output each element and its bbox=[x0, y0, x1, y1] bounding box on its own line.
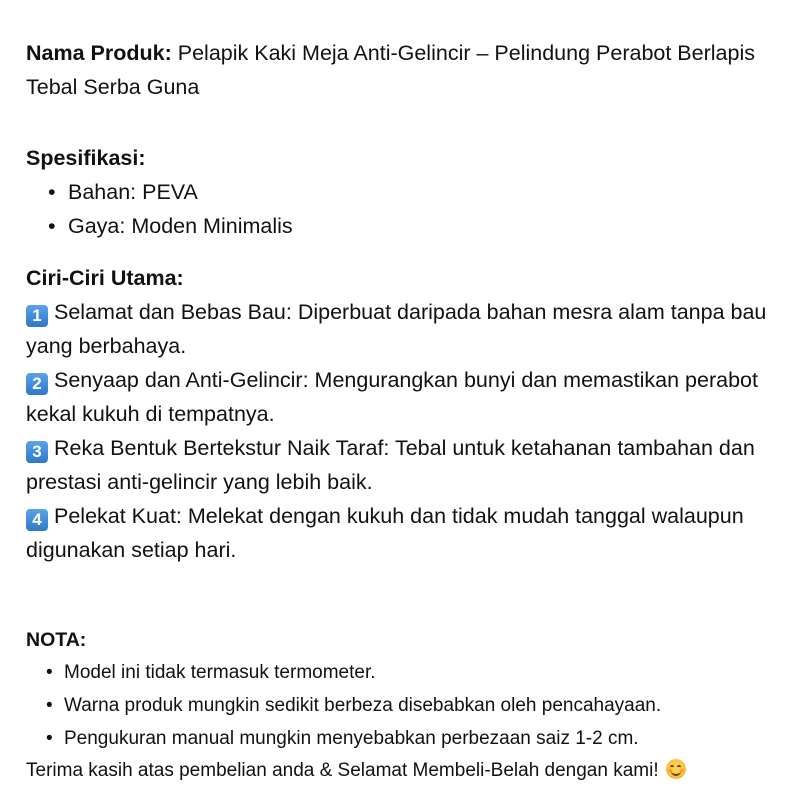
bullet-icon: • bbox=[46, 662, 53, 683]
list-item: • Warna produk mungkin sedikit berbeza disebabkan oleh pencahayaan. bbox=[26, 689, 786, 722]
thank-you-message bbox=[26, 755, 786, 786]
list-item: • Gaya: Moden Minimalis bbox=[26, 209, 771, 243]
smiling-face-icon bbox=[666, 759, 686, 779]
feature-item bbox=[26, 431, 771, 499]
specifications-section bbox=[26, 141, 771, 243]
feature-text: Selamat dan Bebas Bau: Diperbuat daripada bahan mesra alam tanpa bau yang berbahaya. bbox=[26, 300, 767, 358]
bullet-icon: • bbox=[46, 728, 53, 749]
feature-text: Senyaap dan Anti-Gelincir: Mengurangkan bunyi dan memastikan perabot kekal kukuh di tempatnya. bbox=[26, 368, 758, 426]
product-name-block bbox=[26, 36, 771, 104]
specifications-title: Spesifikasi: bbox=[26, 146, 146, 170]
bullet-icon: • bbox=[48, 180, 56, 204]
thank-you-text: Terima kasih atas pembelian anda & Selamat Membeli-Belah dengan kami! bbox=[26, 760, 659, 781]
keycap-number-icon: 4 bbox=[26, 509, 48, 531]
keycap-number-icon: 2 bbox=[26, 373, 48, 395]
feature-item bbox=[26, 363, 771, 431]
feature-text: Pelekat Kuat: Melekat dengan kukuh dan tidak mudah tanggal walaupun digunakan setiap hari. bbox=[26, 504, 744, 562]
note-list bbox=[26, 656, 786, 755]
feature-text: Reka Bentuk Bertekstur Naik Taraf: Tebal untuk ketahanan tambahan dan prestasi anti-gelincir yang lebih baik. bbox=[26, 436, 755, 494]
specifications-list bbox=[26, 175, 771, 243]
bullet-icon: • bbox=[48, 214, 56, 238]
list-item: • Model ini tidak termasuk termometer. bbox=[26, 656, 786, 689]
product-name-label: Nama Produk: bbox=[26, 41, 172, 65]
keycap-number-icon: 3 bbox=[26, 441, 48, 463]
keycap-number-icon: 1 bbox=[26, 305, 48, 327]
key-features-title: Ciri-Ciri Utama: bbox=[26, 266, 184, 290]
note-title: NOTA: bbox=[26, 629, 87, 651]
feature-item bbox=[26, 295, 771, 363]
key-features-section bbox=[26, 261, 771, 567]
list-item: • Pengukuran manual mungkin menyebabkan perbezaan saiz 1-2 cm. bbox=[26, 722, 786, 755]
feature-item bbox=[26, 499, 771, 567]
note-section bbox=[26, 625, 786, 786]
product-name-text: Pelapik Kaki Meja Anti-Gelincir – Pelindung Perabot Berlapis Tebal Serba Guna bbox=[26, 41, 755, 99]
list-item: • Bahan: PEVA bbox=[26, 175, 771, 209]
bullet-icon: • bbox=[46, 695, 53, 716]
